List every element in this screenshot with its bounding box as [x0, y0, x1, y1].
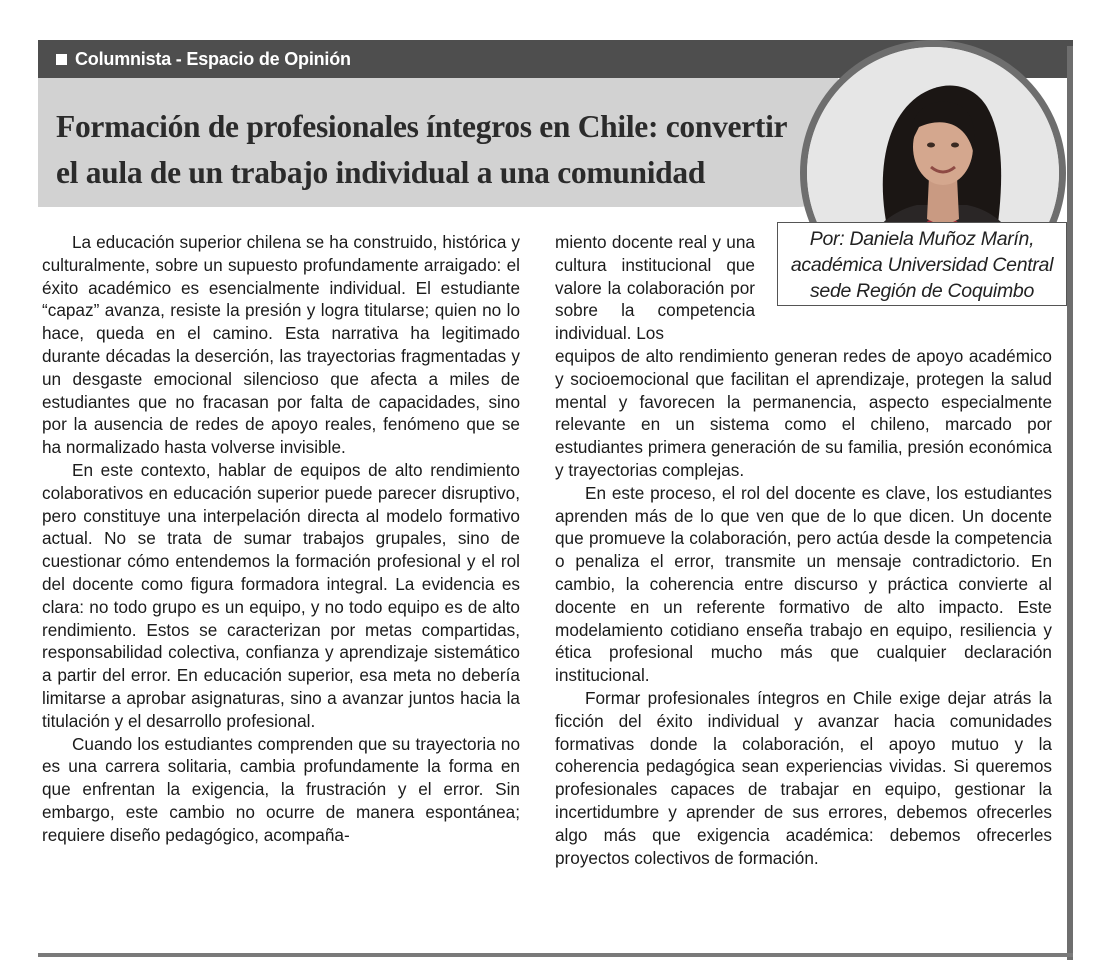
section-label: Columnista - Espacio de Opinión [75, 48, 351, 69]
headline-line-2: el aula de un trabajo individual a una comunidad [56, 155, 706, 190]
article-column-right-top [555, 231, 755, 345]
article-column-left [42, 231, 520, 847]
byline-author: Por: Daniela Muñoz Marín, [809, 228, 1035, 250]
paragraph-3: Cuando los estudiantes comprenden que su trayectoria no es una carrera solitaria, cambia profundamente la forma en que enfrentan la exigencia, la frustración y el error. Sin embargo, este cambio no ocurre de manera espontánea; requiere diseño pedagógico, acompaña- [42, 733, 520, 845]
paragraph-4: En este proceso, el rol del docente es clave, los estudiantes aprenden más de lo que ven que de lo que dicen. Un docente que promueve la colaboración, pero actúa desde la competencia o penaliza el error, transmite un mensaje contradictorio. En cambio, la coherencia entre discurso y práctica convierte al docente en un referente formativo de alto impacto. Este modelamiento cotidiano enseña trabajo en equipo, resiliencia y ética profesional mucho más que cualquier declaración institucional. [555, 482, 1052, 686]
paragraph-2: En este contexto, hablar de equipos de alto rendimiento colaborativos en educación superior puede parecer disruptivo, pero constituye una interpelación directa al modelo formativo actual. No se trata de sumar trabajos grupales, sino de cuestionar cómo entendemos la formación profesional y el rol del docente como figura formadora integral. La evidencia es clara: no todo grupo es un equipo, y no todo equipo es de alto rendimiento. Estos se caracterizan por metas compartidas, responsabilidad colectiva, confianza y aprendizaje sistemático a partir del error. En educación superior, esa meta no debería limitarse a aprobar asignaturas, sino a avanzar juntos hacia la titulación y el desarrollo profesional. [42, 459, 520, 731]
author-byline [777, 222, 1067, 306]
paragraph-3-tail: equipos de alto rendimiento generan redes de apoyo académico y socioemocional que facilitan el aprendizaje, protegen la salud mental y favorecen la permanencia, aspecto especialmente relevante en un sistema como el chileno, marcado por estudiantes primera generación de su familia, presión económica y trayectorias complejas. [555, 346, 1052, 480]
paragraph-3-continued: miento docente real y una cultura institucional que valore la colaboración por sobre la competencia individual. Los [555, 232, 755, 344]
headline [56, 104, 816, 196]
paragraph-5: Formar profesionales íntegros en Chile exige dejar atrás la ficción del éxito individual y avanzar hacia comunidades formativas donde la colaboración, el apoyo mutuo y la coherencia pedagógica sean experiencias vividas. Si queremos profesionales capaces de trabajar en equipo, gestionar la incertidumbre y aprender de sus errores, debemos ofrecerles algo más que exigencia académica: debemos ofrecerles proyectos colectivos de formación. [555, 687, 1052, 868]
article-column-right [555, 345, 1052, 869]
frame-right-rule [1067, 46, 1073, 960]
frame-bottom-rule [38, 953, 1073, 957]
square-bullet-icon [56, 54, 67, 65]
headline-line-1: Formación de profesionales íntegros en Chile: convertir [56, 109, 788, 144]
byline-role: académica Universidad Central [790, 254, 1054, 276]
paragraph-1: La educación superior chilena se ha construido, histórica y culturalmente, sobre un supuesto profundamente arraigado: el éxito académico es esencialmente individual. El estudiante “capaz” avanza, resiste la presión y logra titularse; quien no lo hace, queda en el camino. Esta narrativa ha legitimado durante décadas la deserción, las trayectorias fragmentadas y un desgaste emocional silencioso que afecta a miles de estudiantes que no fracasan por falta de capacidades, sino por la ausencia de redes de apoyo reales, fenómeno que se ha normalizado hasta volverse invisible. [42, 232, 520, 458]
author-photo [794, 40, 1072, 252]
author-photo-circle [800, 40, 1066, 252]
byline-location: sede Región de Coquimbo [809, 280, 1034, 302]
